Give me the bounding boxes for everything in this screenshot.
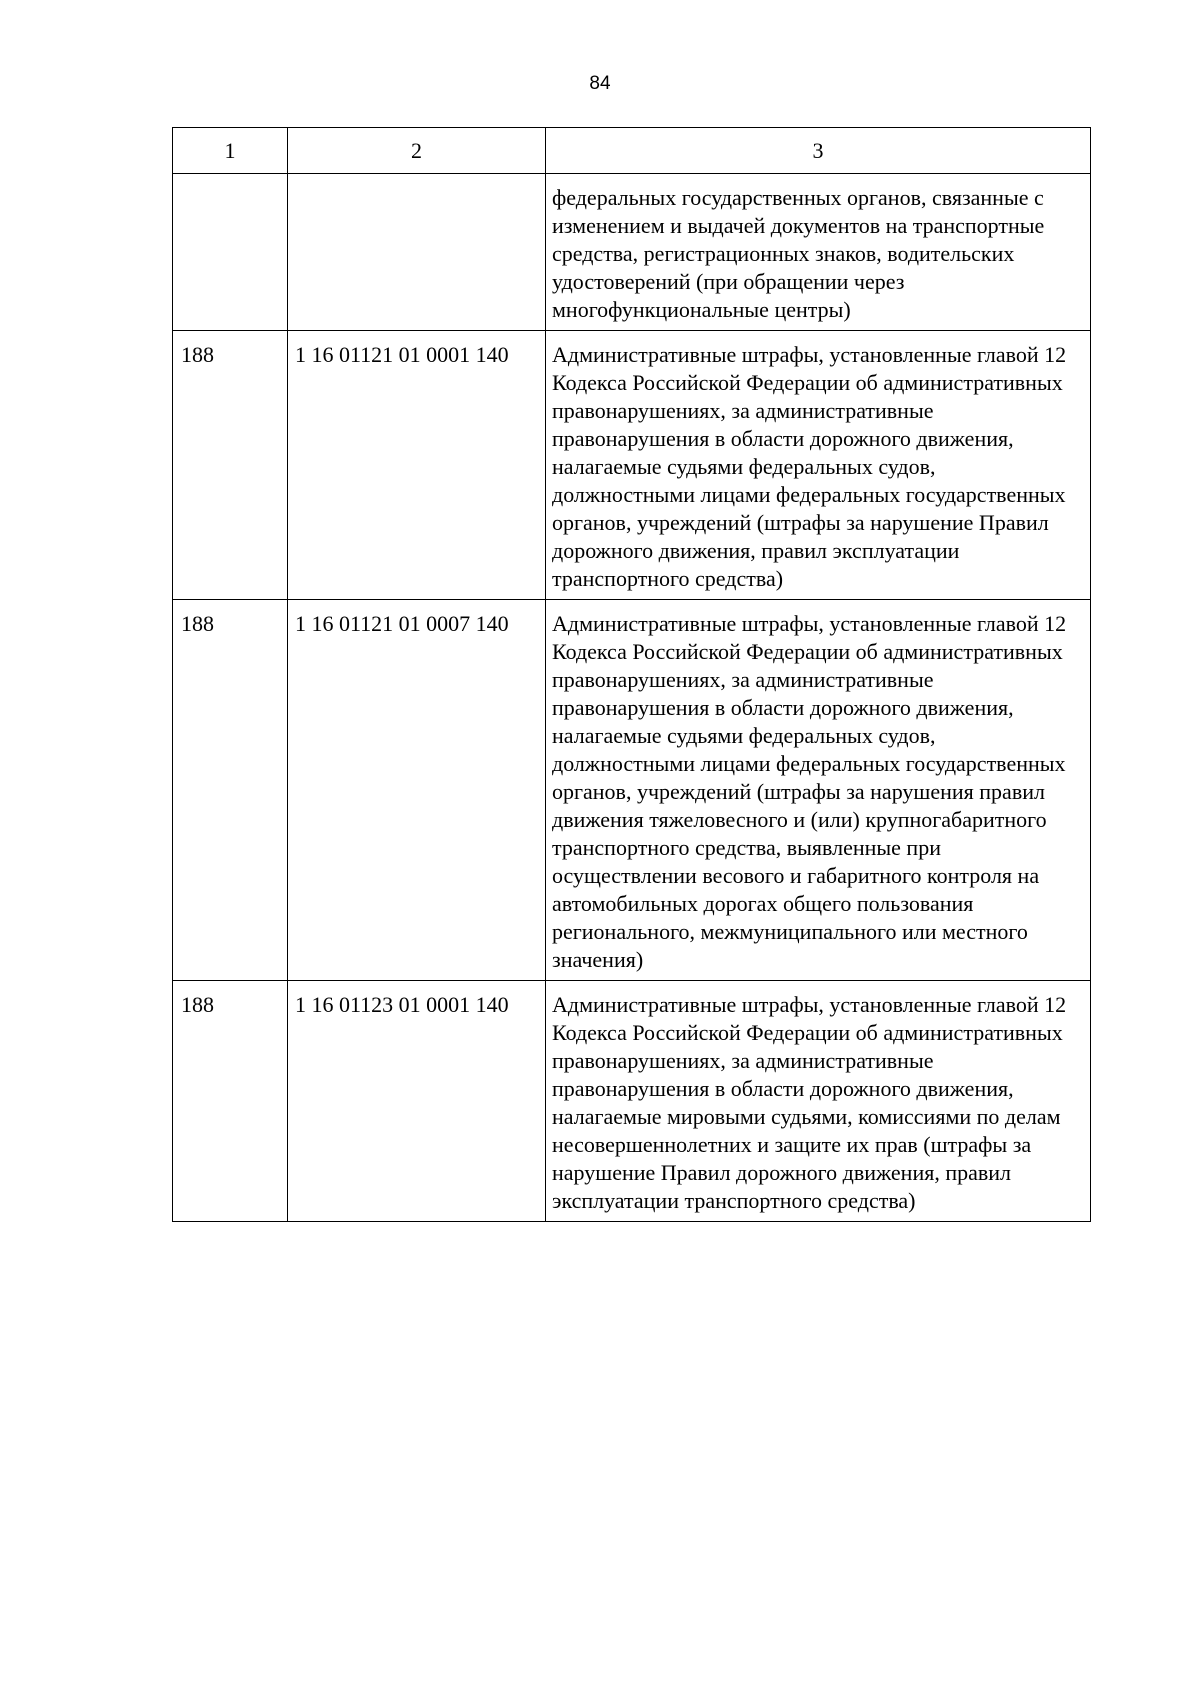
column-header-2: 2 <box>288 128 546 174</box>
table-header-row <box>173 128 1091 174</box>
table-row <box>173 331 1091 600</box>
classification-code-cell <box>288 174 546 331</box>
page-number: 84 <box>589 73 611 94</box>
description-cell: Административные штрафы, установленные главой 12 Кодекса Российской Федерации об административных правонарушениях, за административные правонарушения в области дорожного движения, налагаемые мировыми судьями, комиссиями по делам несовершеннолетних и защите их прав (штрафы за нарушение Правил дорожного движения, правил эксплуатации транспортного средства) <box>546 981 1091 1222</box>
classification-code-cell: 1 16 01123 01 0001 140 <box>288 981 546 1222</box>
description-cell: Административные штрафы, установленные главой 12 Кодекса Российской Федерации об административных правонарушениях, за административные правонарушения в области дорожного движения, налагаемые судьями федеральных судов, должностными лицами федеральных государственных органов, учреждений (штрафы за нарушения правил движения тяжеловесного и (или) крупногабаритного транспортного средства, выявленные при осуществлении весового и габаритного контроля на автомобильных дорогах общего пользования регионального, межмуниципального или местного значения) <box>546 600 1091 981</box>
table-row <box>173 981 1091 1222</box>
admin-code-cell <box>173 174 288 331</box>
description-cell: федеральных государственных органов, связанные с изменением и выдачей документов на транспортные средства, регистрационных знаков, водительских удостоверений (при обращении через многофункциональные центры) <box>546 174 1091 331</box>
description-cell: Административные штрафы, установленные главой 12 Кодекса Российской Федерации об административных правонарушениях, за административные правонарушения в области дорожного движения, налагаемые судьями федеральных судов, должностными лицами федеральных государственных органов, учреждений (штрафы за нарушение Правил дорожного движения, правил эксплуатации транспортного средства) <box>546 331 1091 600</box>
admin-code-cell: 188 <box>173 600 288 981</box>
admin-code-cell: 188 <box>173 981 288 1222</box>
table-row <box>173 174 1091 331</box>
admin-code-cell: 188 <box>173 331 288 600</box>
budget-classification-table <box>172 127 1091 1222</box>
classification-code-cell: 1 16 01121 01 0001 140 <box>288 331 546 600</box>
column-header-1: 1 <box>173 128 288 174</box>
table-row <box>173 600 1091 981</box>
column-header-3: 3 <box>546 128 1091 174</box>
classification-code-cell: 1 16 01121 01 0007 140 <box>288 600 546 981</box>
